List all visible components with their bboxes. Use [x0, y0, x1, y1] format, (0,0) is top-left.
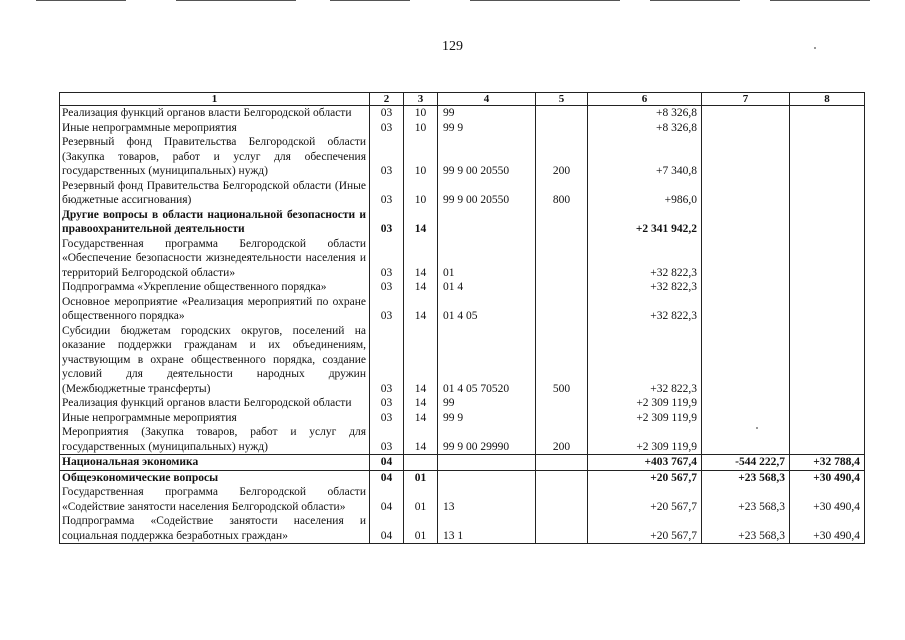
page-number: 129	[442, 39, 463, 54]
cell-expense-type: 800	[536, 179, 588, 208]
table-row	[60, 455, 865, 471]
cell-amount-6: +8 326,8	[588, 121, 702, 136]
cell-subsection: 10	[404, 121, 438, 136]
cell-amount-7	[702, 411, 790, 426]
cell-amount-8	[790, 396, 865, 411]
cell-expense-type: 500	[536, 324, 588, 397]
cell-subsection: 14	[404, 295, 438, 324]
scan-edge-line	[330, 0, 410, 1]
table-row	[60, 396, 865, 411]
column-header: 2	[370, 93, 404, 106]
cell-amount-7	[702, 237, 790, 281]
cell-amount-6: +403 767,4	[588, 455, 702, 471]
cell-amount-7	[702, 324, 790, 397]
table-row	[60, 280, 865, 295]
cell-amount-8	[790, 324, 865, 397]
cell-amount-6: +32 822,3	[588, 295, 702, 324]
cell-section: 03	[370, 237, 404, 281]
table-row	[60, 514, 865, 544]
cell-name: Национальная экономика	[60, 455, 370, 471]
cell-target-article: 99 9 00 20550	[438, 135, 536, 179]
cell-amount-7	[702, 425, 790, 455]
cell-subsection	[404, 455, 438, 471]
cell-name: Иные непрограммные мероприятия	[60, 121, 370, 136]
scan-edge-line	[650, 0, 740, 1]
cell-section: 03	[370, 179, 404, 208]
cell-amount-6: +2 309 119,9	[588, 396, 702, 411]
cell-subsection: 10	[404, 106, 438, 121]
column-header: 5	[536, 93, 588, 106]
cell-section: 04	[370, 485, 404, 514]
scan-edge-line	[470, 0, 620, 1]
cell-expense-type	[536, 280, 588, 295]
cell-amount-8	[790, 280, 865, 295]
cell-target-article: 13 1	[438, 514, 536, 544]
cell-amount-7: +23 568,3	[702, 485, 790, 514]
cell-name: Подпрограмма «Содействие занятости населения и социальная поддержка безработных граждан»	[60, 514, 370, 544]
cell-target-article: 99 9 00 20550	[438, 179, 536, 208]
table-row	[60, 470, 865, 485]
column-header: 7	[702, 93, 790, 106]
cell-subsection: 14	[404, 396, 438, 411]
cell-amount-8	[790, 411, 865, 426]
cell-expense-type	[536, 295, 588, 324]
table-row	[60, 179, 865, 208]
cell-expense-type	[536, 485, 588, 514]
cell-expense-type	[536, 411, 588, 426]
cell-name: Подпрограмма «Укрепление общественного порядка»	[60, 280, 370, 295]
budget-table	[59, 92, 865, 544]
cell-amount-7	[702, 208, 790, 237]
cell-name: Резервный фонд Правительства Белгородской области (Иные бюджетные ассигнования)	[60, 179, 370, 208]
cell-amount-6: +2 341 942,2	[588, 208, 702, 237]
cell-amount-7	[702, 280, 790, 295]
cell-amount-7	[702, 135, 790, 179]
cell-section: 03	[370, 280, 404, 295]
cell-amount-8	[790, 135, 865, 179]
cell-target-article	[438, 455, 536, 471]
cell-name: Государственная программа Белгородской области «Обеспечение безопасности жизнедеятельности населения и территорий Белгородской области»	[60, 237, 370, 281]
cell-subsection: 10	[404, 179, 438, 208]
cell-name: Государственная программа Белгородской области «Содействие занятости населения Белгородской области»	[60, 485, 370, 514]
table-row	[60, 135, 865, 179]
table-row	[60, 121, 865, 136]
table-row	[60, 208, 865, 237]
cell-amount-6: +8 326,8	[588, 106, 702, 121]
cell-expense-type	[536, 106, 588, 121]
cell-section: 03	[370, 295, 404, 324]
cell-expense-type	[536, 470, 588, 485]
cell-expense-type	[536, 396, 588, 411]
cell-section: 03	[370, 121, 404, 136]
cell-subsection: 14	[404, 237, 438, 281]
cell-amount-6: +986,0	[588, 179, 702, 208]
cell-target-article: 99 9	[438, 121, 536, 136]
cell-amount-7: -544 222,7	[702, 455, 790, 471]
cell-subsection: 10	[404, 135, 438, 179]
cell-section: 03	[370, 106, 404, 121]
cell-name: Иные непрограммные мероприятия	[60, 411, 370, 426]
cell-expense-type	[536, 121, 588, 136]
cell-subsection: 14	[404, 324, 438, 397]
cell-amount-8	[790, 208, 865, 237]
cell-amount-8	[790, 237, 865, 281]
cell-amount-8	[790, 106, 865, 121]
cell-amount-6: +2 309 119,9	[588, 411, 702, 426]
cell-target-article: 01 4	[438, 280, 536, 295]
cell-section: 04	[370, 514, 404, 544]
cell-expense-type: 200	[536, 425, 588, 455]
cell-subsection: 14	[404, 425, 438, 455]
cell-name: Мероприятия (Закупка товаров, работ и услуг для государственных (муниципальных) нужд)	[60, 425, 370, 455]
cell-subsection: 01	[404, 514, 438, 544]
cell-name: Другие вопросы в области национальной безопасности и правоохранительной деятельности	[60, 208, 370, 237]
cell-section: 03	[370, 396, 404, 411]
cell-subsection: 01	[404, 485, 438, 514]
table-row	[60, 324, 865, 397]
cell-amount-8	[790, 121, 865, 136]
cell-subsection: 14	[404, 411, 438, 426]
cell-section: 03	[370, 324, 404, 397]
cell-subsection: 01	[404, 470, 438, 485]
cell-target-article: 99 9	[438, 411, 536, 426]
cell-name: Субсидии бюджетам городских округов, поселений на оказание поддержки гражданам и их объединениям, участвующим в охране общественного порядка, создание условий для деятельности народных дружин (Межбюджетные трансферты)	[60, 324, 370, 397]
cell-amount-8: +30 490,4	[790, 514, 865, 544]
cell-amount-8	[790, 425, 865, 455]
scan-edge-line	[770, 0, 870, 1]
cell-section: 04	[370, 455, 404, 471]
cell-target-article: 99	[438, 106, 536, 121]
cell-target-article	[438, 208, 536, 237]
cell-target-article: 13	[438, 485, 536, 514]
cell-amount-7	[702, 179, 790, 208]
cell-name: Основное мероприятие «Реализация мероприятий по охране общественного порядка»	[60, 295, 370, 324]
cell-name: Общеэкономические вопросы	[60, 470, 370, 485]
cell-target-article	[438, 470, 536, 485]
table-row	[60, 237, 865, 281]
cell-target-article: 01 4 05	[438, 295, 536, 324]
column-header: 6	[588, 93, 702, 106]
table-row	[60, 425, 865, 455]
cell-section: 04	[370, 470, 404, 485]
cell-amount-8	[790, 295, 865, 324]
cell-section: 03	[370, 208, 404, 237]
cell-amount-6: +2 309 119,9	[588, 425, 702, 455]
cell-section: 03	[370, 135, 404, 179]
cell-name: Резервный фонд Правительства Белгородской области (Закупка товаров, работ и услуг для обеспечения государственных (муниципальных) нужд)	[60, 135, 370, 179]
cell-target-article: 01 4 05 70520	[438, 324, 536, 397]
table-row	[60, 106, 865, 121]
cell-subsection: 14	[404, 280, 438, 295]
cell-amount-7: +23 568,3	[702, 470, 790, 485]
cell-amount-6: +32 822,3	[588, 237, 702, 281]
table-row	[60, 295, 865, 324]
cell-target-article: 99	[438, 396, 536, 411]
scan-edge-line	[36, 0, 126, 1]
cell-amount-6: +20 567,7	[588, 470, 702, 485]
cell-amount-7	[702, 121, 790, 136]
cell-section: 03	[370, 411, 404, 426]
cell-expense-type: 200	[536, 135, 588, 179]
cell-amount-7	[702, 396, 790, 411]
cell-amount-6: +32 822,3	[588, 324, 702, 397]
cell-target-article: 01	[438, 237, 536, 281]
cell-amount-8	[790, 179, 865, 208]
column-header: 3	[404, 93, 438, 106]
column-header: 1	[60, 93, 370, 106]
column-header: 4	[438, 93, 536, 106]
cell-target-article: 99 9 00 29990	[438, 425, 536, 455]
table-row	[60, 411, 865, 426]
cell-amount-7	[702, 106, 790, 121]
table-row	[60, 485, 865, 514]
cell-subsection: 14	[404, 208, 438, 237]
cell-amount-7	[702, 295, 790, 324]
cell-amount-8: +32 788,4	[790, 455, 865, 471]
cell-name: Реализация функций органов власти Белгородской области	[60, 396, 370, 411]
cell-amount-6: +32 822,3	[588, 280, 702, 295]
column-header: 8	[790, 93, 865, 106]
cell-amount-6: +7 340,8	[588, 135, 702, 179]
table-header-row	[60, 93, 865, 106]
cell-expense-type	[536, 208, 588, 237]
cell-expense-type	[536, 237, 588, 281]
cell-expense-type	[536, 455, 588, 471]
cell-amount-6: +20 567,7	[588, 514, 702, 544]
cell-section: 03	[370, 425, 404, 455]
cell-expense-type	[536, 514, 588, 544]
scan-edge-line	[176, 0, 296, 1]
cell-amount-6: +20 567,7	[588, 485, 702, 514]
cell-amount-8: +30 490,4	[790, 485, 865, 514]
cell-name: Реализация функций органов власти Белгородской области	[60, 106, 370, 121]
cell-amount-7: +23 568,3	[702, 514, 790, 544]
cell-amount-8: +30 490,4	[790, 470, 865, 485]
